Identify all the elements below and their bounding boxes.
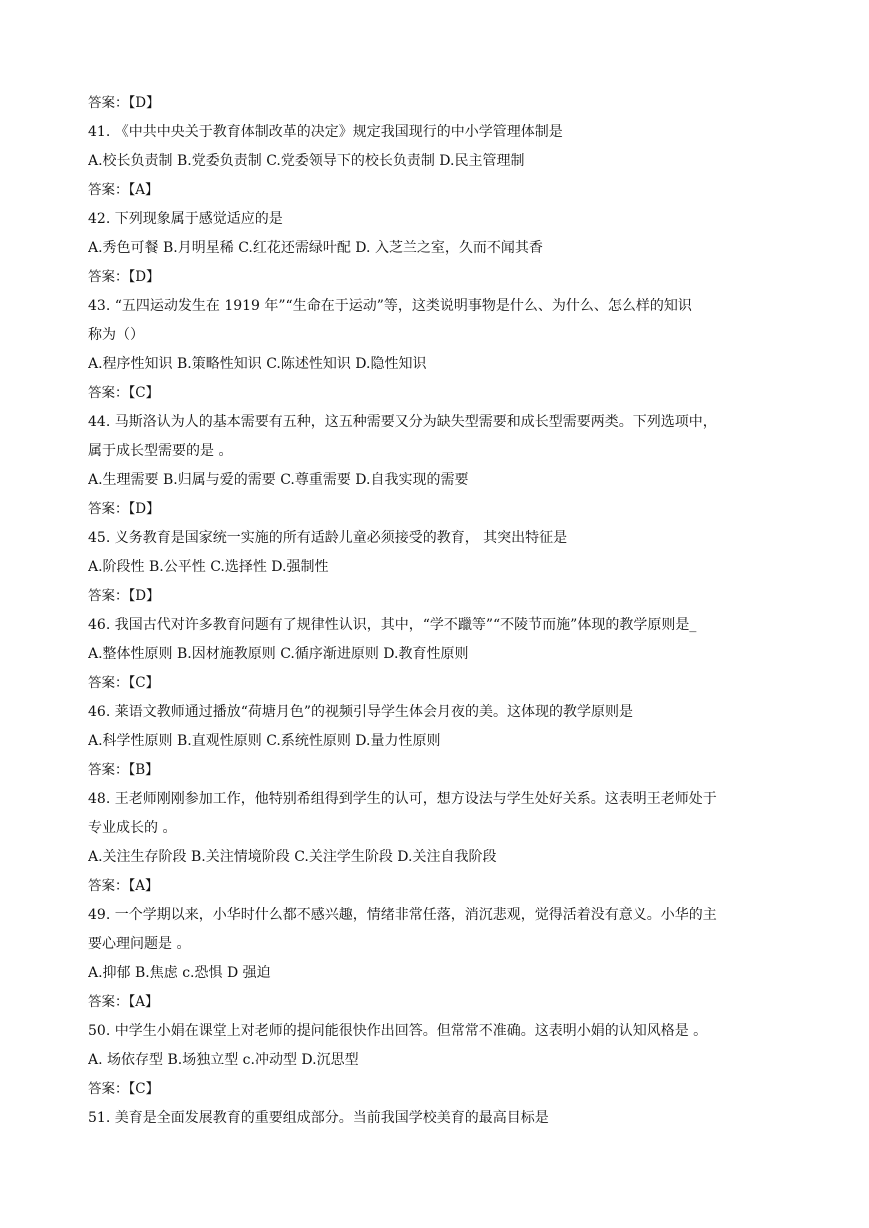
text-line: 45. 义务教育是国家统一实施的所有适龄儿童必须接受的教育， 其突出特征是 xyxy=(88,530,568,546)
text-line: A.阶段性 B.公平性 C.选择性 D.强制性 xyxy=(88,559,329,575)
text-line: 称为（） xyxy=(88,327,144,343)
text-line: 51. 美育是全面发展教育的重要组成部分。当前我国学校美育的最高目标是 xyxy=(88,1110,549,1126)
text-line: A.秀色可餐 B.月明星稀 C.红花还需绿叶配 D. 入芝兰之室，久而不闻其香 xyxy=(88,240,543,256)
document-body xyxy=(88,89,788,1133)
text-line: 46. 我国古代对许多教育问题有了规律性认识，其中，“学不躐等”“不陵节而施”体现的教学原则是_ xyxy=(88,617,697,633)
text-line: A.校长负责制 B.党委负责制 C.党委领导下的校长负责制 D.民主管理制 xyxy=(88,153,525,169)
answer-line: 答案：【D】 xyxy=(88,588,160,604)
text-line: A.生理需要 B.归属与爱的需要 C.尊重需要 D.自我实现的需要 xyxy=(88,472,469,488)
answer-line: 答案：【C】 xyxy=(88,1081,160,1097)
answer-line: 答案：【B】 xyxy=(88,762,159,778)
text-line: 41. 《中共中央关于教育体制改革的决定》规定我国现行的中小学管理体制是 xyxy=(88,124,563,140)
text-line: 要心理问题是 。 xyxy=(88,936,191,952)
text-line: A. 场依存型 B.场独立型 c.冲动型 D.沉思型 xyxy=(88,1052,359,1068)
text-line: 49. 一个学期以来，小华时什么都不感兴趣，情绪非常任落，消沉悲观，觉得活着没有意义。小华的主 xyxy=(88,907,717,923)
text-line: 属于成长型需要的是 。 xyxy=(88,443,233,459)
answer-line: 答案：【A】 xyxy=(88,994,159,1010)
text-line: A.关注生存阶段 B.关注情境阶段 C.关注学生阶段 D.关注自我阶段 xyxy=(88,849,497,865)
answer-line: 答案：【C】 xyxy=(88,675,160,691)
answer-line: 答案：【A】 xyxy=(88,878,159,894)
text-line: 48. 王老师刚刚参加工作，他特别希组得到学生的认可，想方设法与学生处好关系。这表明王老师处于 xyxy=(88,791,717,807)
answer-line: 答案：【D】 xyxy=(88,269,160,285)
text-line: 专业成长的 。 xyxy=(88,820,177,836)
answer-line: 答案：【A】 xyxy=(88,182,159,198)
text-line: 44. 马斯洛认为人的基本需要有五种，这五种需要又分为缺失型需要和成长型需要两类。下列选项中， xyxy=(88,414,717,430)
text-line: A.整体性原则 B.因材施教原则 C.循序渐进原则 D.教育性原则 xyxy=(88,646,469,662)
answer-line: 答案：【C】 xyxy=(88,385,160,401)
answer-line: 答案：【D】 xyxy=(88,501,160,517)
text-line: A.抑郁 B.焦虑 c.恐惧 D 强迫 xyxy=(88,965,271,981)
text-line: 46. 莱语文教师通过播放“荷塘月色”的视频引导学生体会月夜的美。这体现的教学原则是 xyxy=(88,704,634,720)
text-line: A.科学性原则 B.直观性原则 C.系统性原则 D.量力性原则 xyxy=(88,733,441,749)
text-line: 42. 下列现象属于感觉适应的是 xyxy=(88,211,283,227)
text-line: A.程序性知识 B.策略性知识 C.陈述性知识 D.隐性知识 xyxy=(88,356,427,372)
text-line: 50. 中学生小娟在课堂上对老师的提问能很快作出回答。但常常不准确。这表明小娟的认知风格是 。 xyxy=(88,1023,708,1039)
answer-line: 答案：【D】 xyxy=(88,95,160,111)
text-line: 43. “五四运动发生在 1919 年”“生命在于运动”等，这类说明事物是什么、为什么、怎么样的知识 xyxy=(88,298,692,314)
